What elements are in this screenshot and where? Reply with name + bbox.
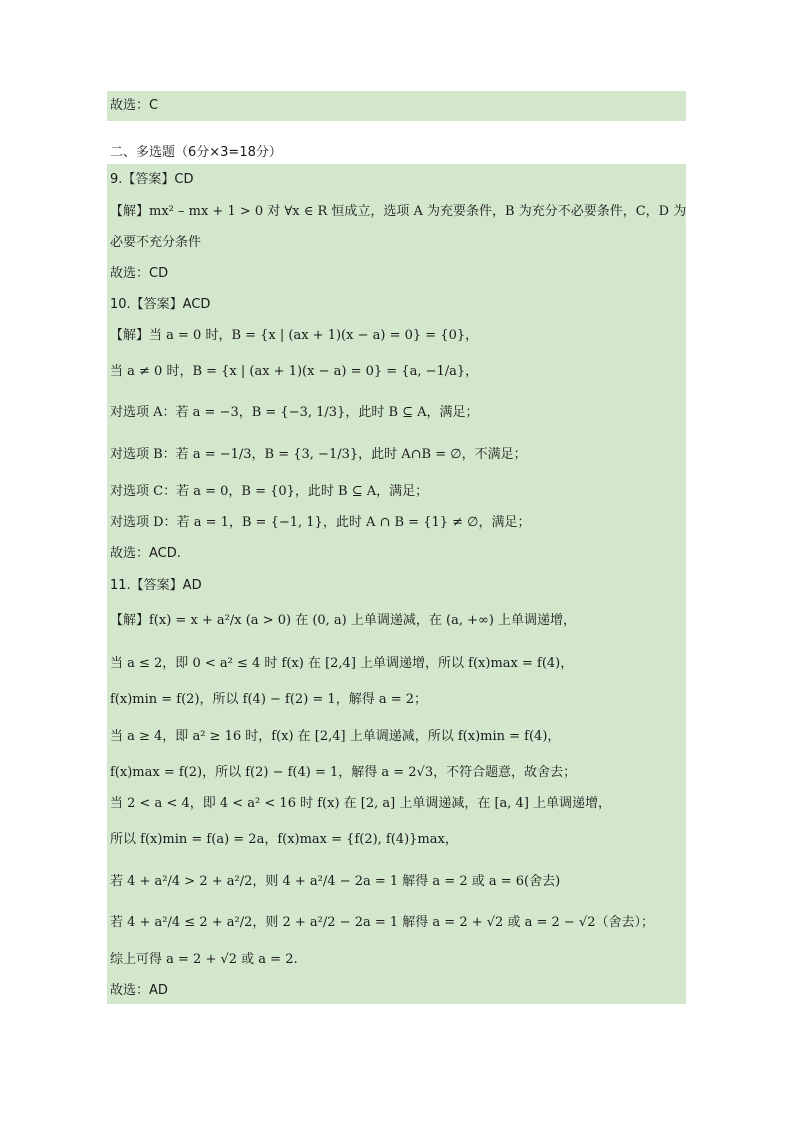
q10-answer: 10.【答案】ACD (110, 297, 211, 312)
q11-line-7: 所以 f(x)min = f(a) = 2a，f(x)max = {f(2), f(4)}max， (110, 832, 458, 847)
q10-line-3: 对选项 A：若 a = −3，B = {−3, 1/3}，此时 B ⊆ A，满足； (110, 405, 479, 420)
q9-solution-line-1: 【解】mx² – mx + 1 > 0 对 ∀x ∈ R 恒成立，选项 A 为充要条件，B 为充分不必要条件，C，D 为 (110, 204, 686, 219)
q10-line-4: 对选项 B：若 a = −1/3，B = {3, −1/3}，此时 A∩B = ∅，不满足； (110, 447, 527, 462)
q9-choice: 故选：CD (110, 266, 169, 281)
q11-line-8: 若 4 + a²/4 > 2 + a²/2，则 4 + a²/4 − 2a = 1 解得 a = 2 或 a = 6(舍去) (110, 874, 561, 889)
q11-line-4: 当 a ≥ 4，即 a² ≥ 16 时，f(x) 在 [2,4] 上单调递减，所以 f(x)min = f(4)， (110, 729, 561, 744)
q8-choice: 故选：C (110, 98, 159, 113)
q10-line-6: 对选项 D：若 a = 1，B = {−1, 1}，此时 A ∩ B = {1} ≠ ∅，满足； (110, 515, 531, 530)
q10-choice: 故选：ACD. (110, 546, 181, 561)
q11-answer: 11.【答案】AD (110, 578, 202, 593)
section-title: 二、多选题（6分×3=18分） (110, 145, 282, 160)
q11-line-6: 当 2 < a < 4，即 4 < a² < 16 时 f(x) 在 [2, a] 上单调递减，在 [a, 4] 上单调递增， (110, 796, 612, 811)
q11-line-10: 综上可得 a = 2 + √2 或 a = 2. (110, 952, 298, 967)
q11-choice: 故选：AD (110, 983, 168, 998)
q10-line-2: 当 a ≠ 0 时，B = {x | (ax + 1)(x − a) = 0} = {a, −1/a}， (110, 364, 479, 379)
q11-line-2: 当 a ≤ 2，即 0 < a² ≤ 4 时 f(x) 在 [2,4] 上单调递增，所以 f(x)max = f(4)， (110, 656, 574, 671)
q9-solution-line-2: 必要不充分条件 (110, 235, 202, 250)
q11-line-9: 若 4 + a²/4 ≤ 2 + a²/2，则 2 + a²/2 − 2a = 1 解得 a = 2 + √2 或 a = 2 − √2（舍去）； (110, 915, 654, 930)
q11-line-5: f(x)max = f(2)，所以 f(2) − f(4) = 1，解得 a = 2√3，不符合题意，故舍去； (110, 765, 577, 780)
q10-line-5: 对选项 C：若 a = 0，B = {0}，此时 B ⊆ A，满足； (110, 484, 429, 499)
q11-line-1: 【解】f(x) = x + a²/x (a > 0) 在 (0, a) 上单调递减，在 (a, +∞) 上单调递增， (110, 613, 577, 628)
q11-line-3: f(x)min = f(2)，所以 f(4) − f(2) = 1，解得 a = 2； (110, 692, 428, 707)
q9-answer: 9.【答案】CD (110, 172, 194, 187)
q10-line-1: 【解】当 a = 0 时，B = {x | (ax + 1)(x − a) = 0} = {0}， (110, 328, 479, 343)
